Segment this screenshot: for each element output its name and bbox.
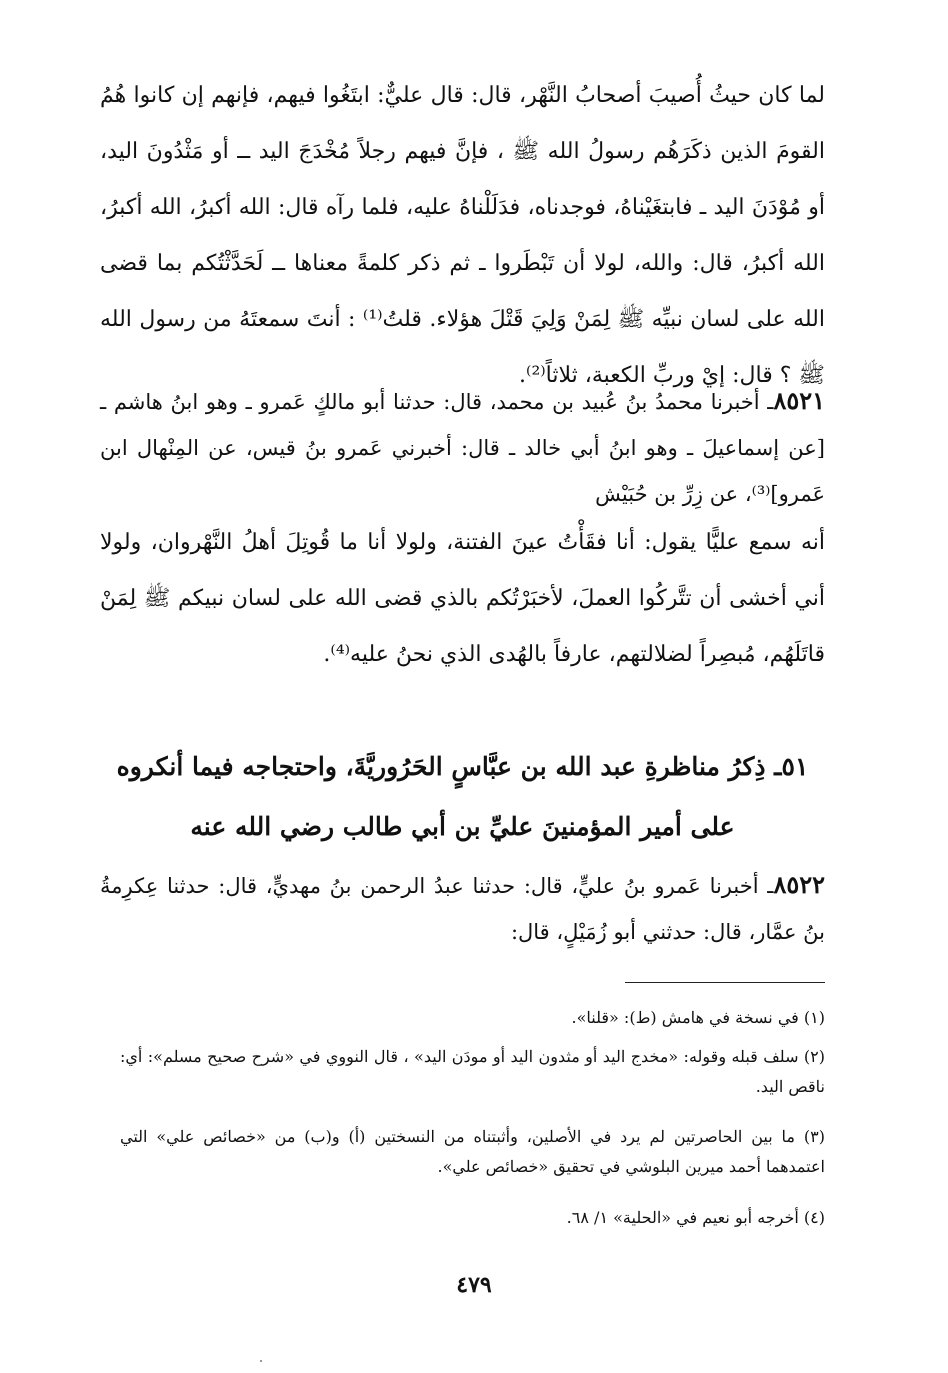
- hadith-isnad: ـ أخبرنا محمدُ بنُ عُبيد بن محمد، قال: حدثنا أبو مالكٍ عَمرو ـ وهو ابنُ هاشم ـ [عن إسماعيلَ ـ وهو ابنُ أبي خالد ـ قال: أخبرني عَمرو بنُ قيس، عن المِنْهال ابن عَمرو]⁽³⁾، عن زِرِّ بن حُبَيْش: [100, 390, 825, 506]
- paragraph-1: لما كان حيثُ أُصيبَ أصحابُ النَّهْر، قال: قال عليٌّ: ابتَغُوا فيهم، فإنهم إن كانوا هُمُ القومَ الذين ذكَرَهُم رسولُ الله ﷺ ، فإنَّ فيهم رجلاً مُخْدَجَ اليد ــ أو مَثْدُونَ اليد، أو مُوْدَنَ اليد ـ فابتغَيْناهُ، فوجدناه، فدَلَلْناهُ عليه، فلما رآه قال: الله أكبرُ، الله أكبرُ، الله أكبرُ، قال: والله، لولا أن تَبْطَروا ـ ثم ذكر كلمةً معناها ــ لَحَدَّثْتُكم بما قضى الله على لسان نبيِّه ﷺ لِمَنْ وَلِيَ قَتْلَ هؤلاء. قلتُ⁽¹⁾ : أنتَ سمعتَهُ من رسول الله ﷺ ؟ قال: إيْ وربِّ الكعبة، ثلاثاً⁽²⁾.: [100, 83, 825, 388]
- paragraph-2: أنه سمع عليًّا يقول: أنا فقَأْتُ عينَ الفتنة، ولولا أنا ما قُوتِلَ أهلُ النَّهْروان، ولولا أني أخشى أن تتَّركُوا العملَ، لأخبَرْتُكم بالذي قضى الله على لسان نبيكم ﷺ لِمَنْ قاتَلَهُم، مُبصِراً لضلالتهم، عارفاً بالهُدى الذي نحنُ عليه⁽⁴⁾.: [100, 530, 825, 667]
- footnote-2: (٢) سلف قبله وقوله: «مخدج اليد أو مثدون اليد أو مودَن اليد» ، قال النووي في «شرح صحيح مسلم»: أي: ناقص اليد.: [120, 1047, 826, 1096]
- hadith-isnad: ـ أخبرنا عَمرو بنُ عليٍّ، قال: حدثنا عبدُ الرحمن بنُ مهديٍّ، قال: حدثنا عِكرِمةُ بنُ عمَّار، قال: حدثني أبو زُمَيْلٍ، قال:: [100, 874, 825, 944]
- scan-speck: [260, 1360, 262, 1362]
- hadith-8522: [100, 862, 825, 955]
- section-heading-line-2: على أمير المؤمنينَ عليِّ بن أبي طالب رضي الله عنه: [190, 812, 735, 841]
- footnote-separator: [625, 982, 825, 983]
- hadith-8521: [100, 378, 825, 517]
- section-heading-line-1: ٥١ـ ذِكرُ مناظرةِ عبد الله بن عبَّاسٍ الحَرُوريَّةَ، واحتجاجه فيما أنكروه: [116, 752, 809, 781]
- footnote-4: (٤) أخرجه أبو نعيم في «الحلية» ١/ ٦٨.: [566, 1208, 825, 1227]
- page-number: ٤٧٩: [456, 1272, 492, 1298]
- footnote-1: (١) في نسخة في هامش (ط): «قلنا».: [571, 1008, 825, 1027]
- footnote-3: (٣) ما بين الحاصرتين لم يرد في الأصلين، وأثبتناه من النسختين (أ) و(ب) من «خصائص علي» التي اعتمدهما أحمد ميرين البلوشي في تحقيق «خصائص علي».: [120, 1127, 825, 1176]
- hadith-number: ٨٥٢٢: [773, 870, 825, 899]
- hadith-number: ٨٥٢١: [773, 386, 825, 415]
